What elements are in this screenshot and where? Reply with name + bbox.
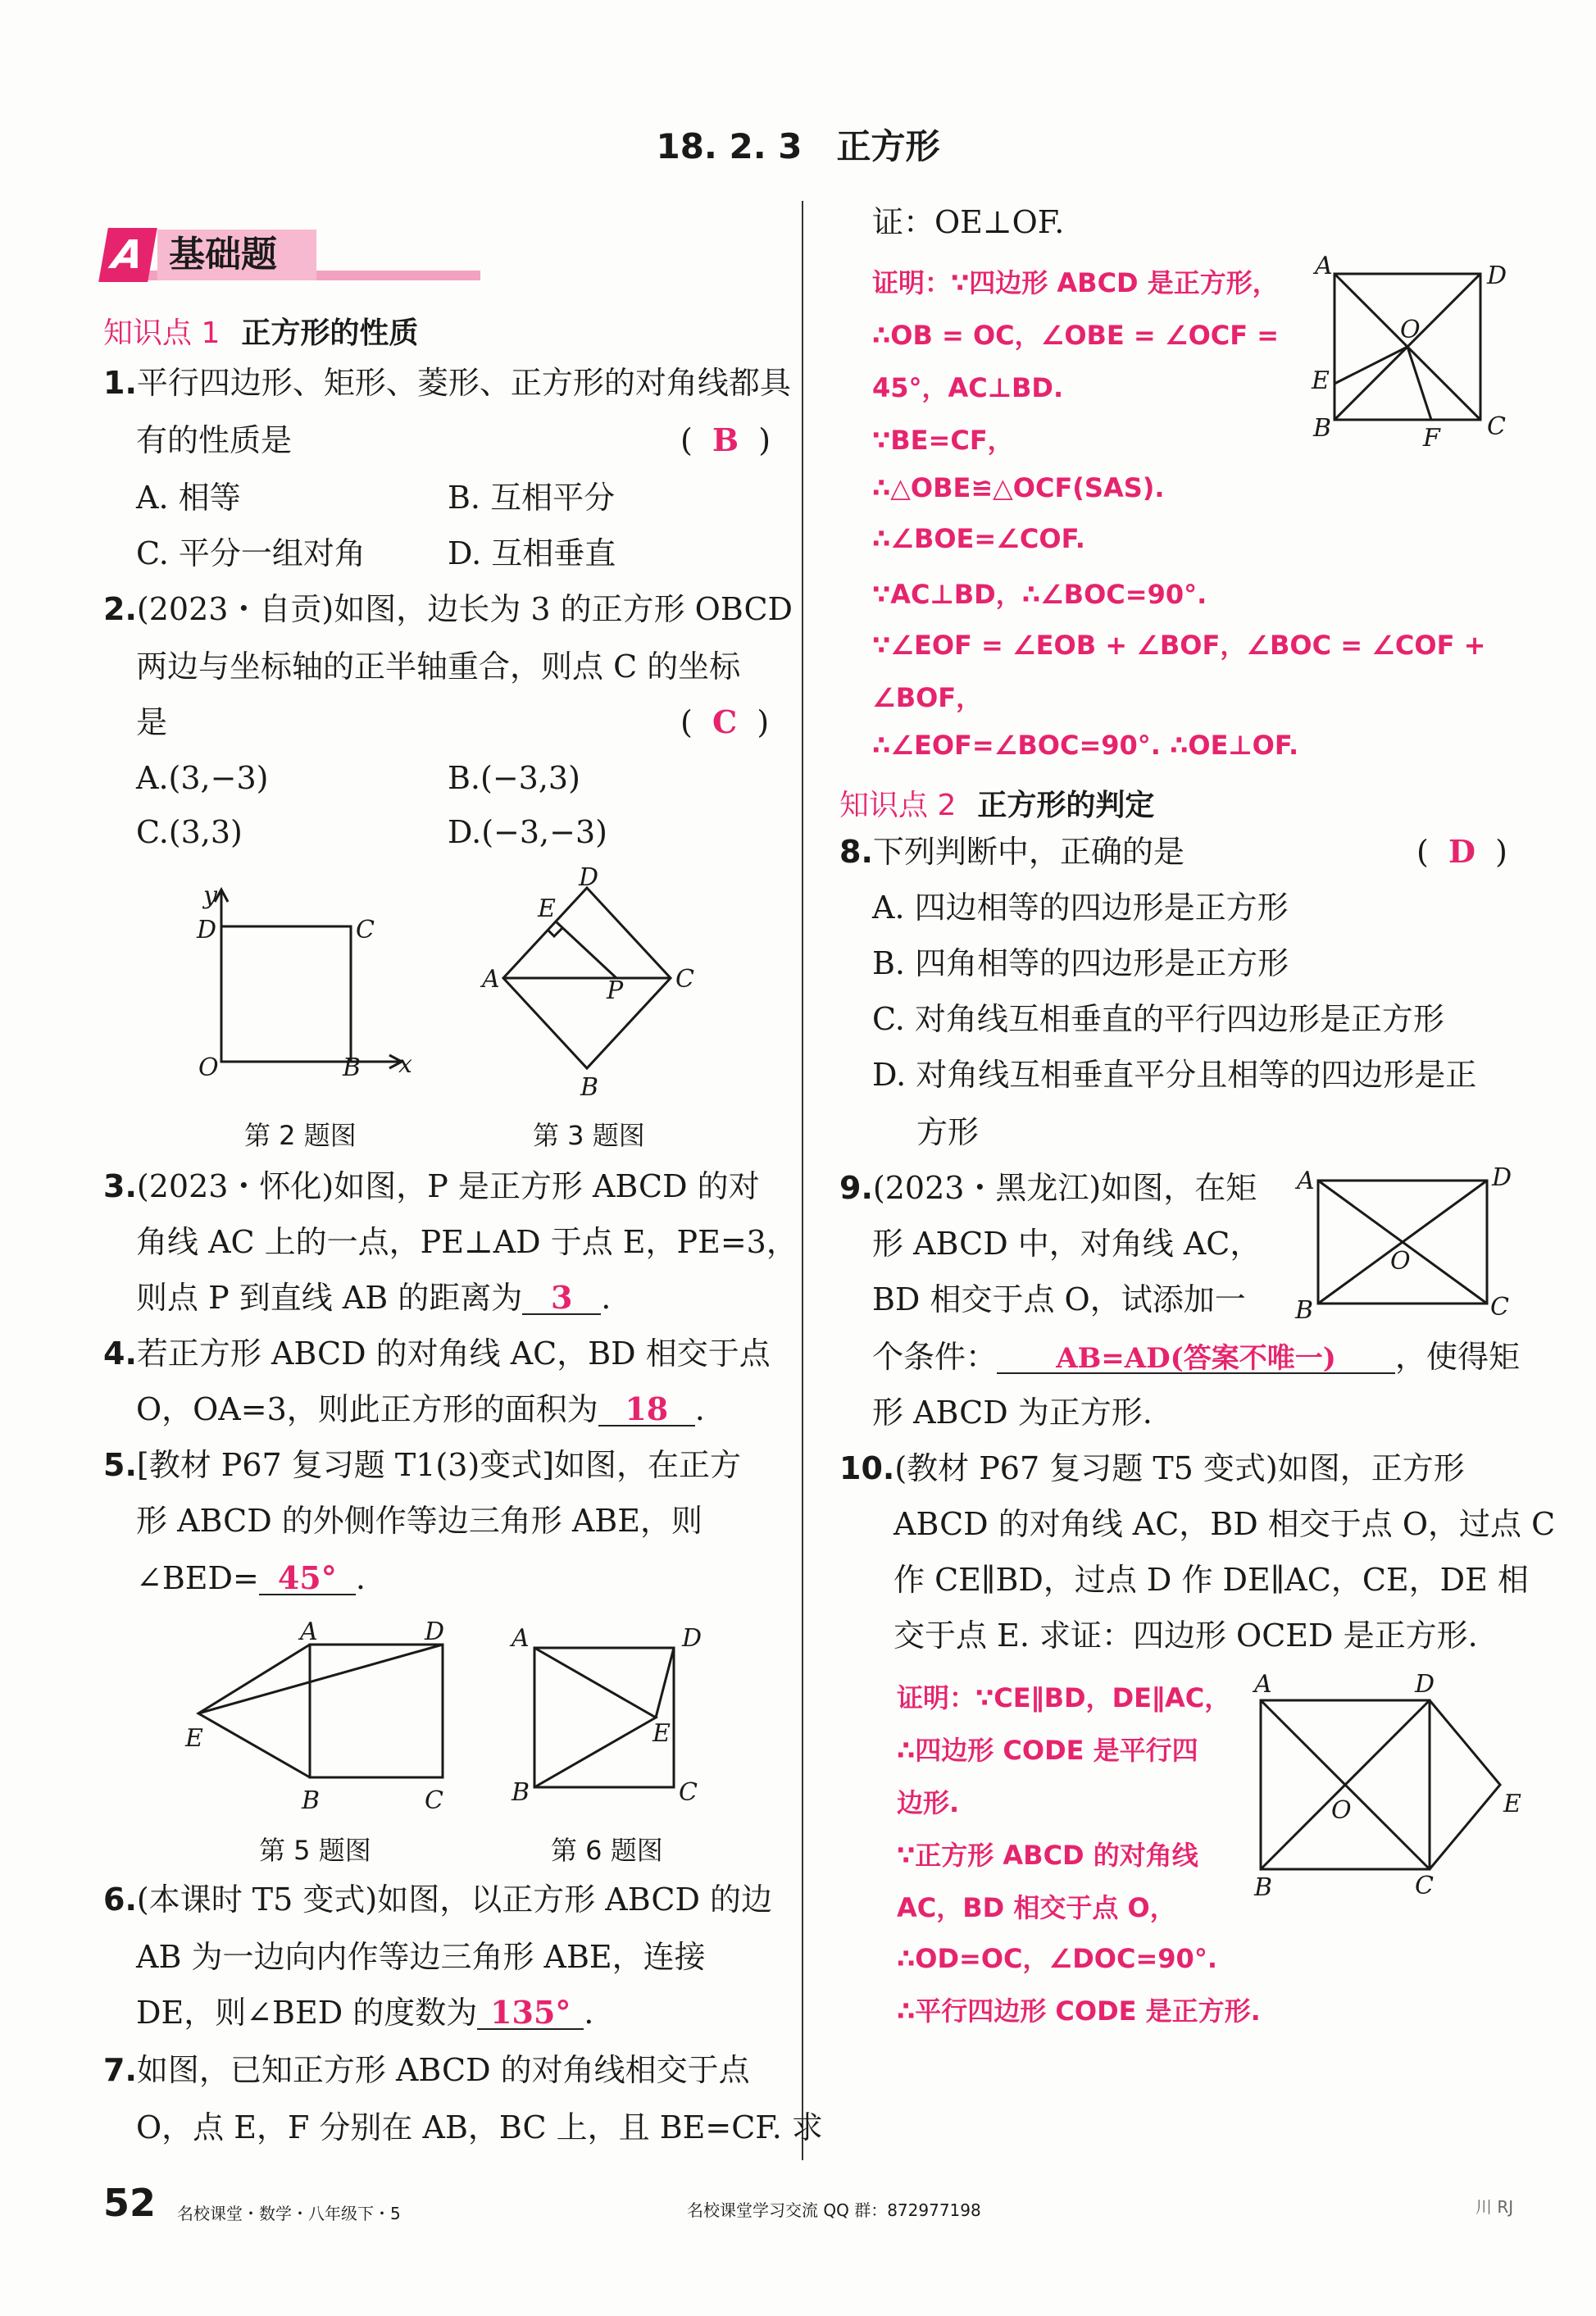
q3-line1: 3.(2023・怀化)如图，P 是正方形 ABCD 的对 <box>103 1168 760 1204</box>
fig10-triangle-ced <box>1430 1700 1500 1869</box>
fig3-label-e: E <box>538 894 556 923</box>
fig7-label-c: C <box>1487 412 1506 441</box>
q10-proof-3: 边形. <box>897 1787 960 1818</box>
q3-blank: 3 <box>522 1282 601 1315</box>
q7-proof-4: ∵BE=CF， <box>872 425 1014 456</box>
q8-option-d: D. 对角线互相垂直平分且相等的四边形是正 <box>872 1057 1477 1093</box>
fig6-label-e: E <box>652 1719 671 1748</box>
q10-line1: 10.(教材 P67 复习题 T5 变式)如图，正方形 <box>839 1450 1465 1486</box>
fig9-label-d: D <box>1492 1163 1512 1192</box>
q6-blank: 135° <box>477 1997 584 2030</box>
fig5-label-c: C <box>425 1786 443 1815</box>
fig5-label-a: A <box>300 1618 318 1646</box>
q7-proof-1: 证明：∵四边形 ABCD 是正方形， <box>872 267 1279 298</box>
fig10-label-c: C <box>1415 1872 1434 1900</box>
q9-blank: AB=AD(答案不唯一) <box>997 1345 1395 1374</box>
q10-line3: 作 CE∥BD，过点 D 作 DE∥AC，CE，DE 相 <box>893 1562 1529 1598</box>
fig6-caption: 第 6 题图 <box>551 1835 663 1866</box>
q2-option-d: D.(−3,−3) <box>448 814 607 850</box>
q8-option-d-cont: 方形 <box>916 1114 980 1150</box>
kp1-label: 知识点 1 <box>103 316 221 350</box>
q8-answer: ( D ) <box>1416 833 1507 870</box>
fig3-label-a: A <box>482 965 500 994</box>
q10-proof-7: ∴平行四边形 CODE 是正方形. <box>897 1995 1261 2027</box>
q5-line1: 5.[教材 P67 复习题 T1(3)变式]如图，在正方 <box>103 1447 742 1483</box>
kp1-title: 正方形的性质 <box>241 316 419 350</box>
q4-line1: 4.若正方形 ABCD 的对角线 AC，BD 相交于点 <box>103 1335 771 1372</box>
q5-blank: 45° <box>259 1563 356 1595</box>
fig10-label-o: O <box>1331 1796 1352 1825</box>
q1-option-d: D. 互相垂直 <box>448 535 616 571</box>
fig7-label-f: F <box>1423 424 1440 453</box>
fig2-label-o: O <box>198 1053 219 1082</box>
q2-option-a: A.(3,−3) <box>136 760 269 796</box>
fig10-label-d: D <box>1415 1670 1435 1699</box>
kp2-title: 正方形的判定 <box>977 789 1155 822</box>
fig9-label-a: A <box>1297 1167 1315 1195</box>
fig6-label-c: C <box>679 1778 698 1807</box>
q8-option-b: B. 四角相等的四边形是正方形 <box>872 945 1289 981</box>
fig3-label-p: P <box>607 976 624 1005</box>
q6-line2: AB 为一边向内作等边三角形 ABE，连接 <box>136 1939 706 1975</box>
fig7-label-e: E <box>1312 366 1330 395</box>
q6-line3: DE，则∠BED 的度数为 135° . <box>136 1994 594 2031</box>
fig5-label-d: D <box>425 1618 445 1646</box>
fig6-label-d: D <box>682 1624 703 1653</box>
q10-proof-5: AC，BD 相交于点 O， <box>897 1892 1176 1923</box>
q7-proof-6: ∴∠BOE=∠COF. <box>872 523 1085 554</box>
q9-line2: 形 ABCD 中，对角线 AC， <box>872 1226 1262 1262</box>
q2-option-c: C.(3,3) <box>136 814 243 850</box>
q7-proof-7: ∵AC⊥BD，∴∠BOC=90°. <box>872 579 1207 610</box>
fig2-label-d: D <box>197 916 217 944</box>
q7-line1: 7.如图，已知正方形 ABCD 的对角线相交于点 <box>103 2052 750 2088</box>
q8-option-c: C. 对角线互相垂直的平行四边形是正方形 <box>872 1001 1444 1037</box>
fig2-label-y: y <box>203 881 217 910</box>
fig9-label-o: O <box>1390 1247 1411 1276</box>
fig10-label-a: A <box>1254 1670 1272 1699</box>
q3-line2: 角线 AC 上的一点，PE⊥AD 于点 E，PE=3， <box>136 1224 798 1260</box>
fig9-label-b: B <box>1295 1296 1314 1325</box>
q7-proof-3: 45°，AC⊥BD. <box>872 372 1064 403</box>
q1-line2: 有的性质是 <box>136 422 293 458</box>
q9-line4: 个条件： AB=AD(答案不唯一) ，使得矩 <box>872 1339 1521 1375</box>
fig3-caption: 第 3 题图 <box>533 1120 645 1151</box>
q6-line1: 6.(本课时 T5 变式)如图，以正方形 ABCD 的边 <box>103 1881 772 1918</box>
q7-line3: 证：OE⊥OF. <box>872 204 1065 240</box>
q9-line1: 9.(2023・黑龙江)如图，在矩 <box>839 1170 1257 1206</box>
footer-edition: 川 RJ <box>1476 2197 1514 2217</box>
q1-option-c: C. 平分一组对角 <box>136 535 366 571</box>
fig10-label-b: B <box>1254 1873 1273 1902</box>
q8-option-a: A. 四边相等的四边形是正方形 <box>872 890 1289 926</box>
q10-proof-1: 证明：∵CE∥BD，DE∥AC， <box>897 1682 1231 1713</box>
fig3-label-c: C <box>675 965 694 994</box>
q3-line3: 则点 P 到直线 AB 的距离为 3 . <box>136 1279 612 1316</box>
fig2-caption: 第 2 题图 <box>244 1120 357 1151</box>
footer-qq-group: 名校课堂学习交流 QQ 群：872977198 <box>687 2200 981 2220</box>
q7-line2: O，点 E，F 分别在 AB，BC 上，且 BE=CF. 求 <box>136 2109 823 2145</box>
kp2-label: 知识点 2 <box>839 789 957 822</box>
fig5-label-e: E <box>185 1724 203 1753</box>
fig7-label-b: B <box>1313 414 1332 443</box>
q2-option-b: B.(−3,3) <box>448 760 580 796</box>
fig2-label-b: B <box>343 1053 361 1082</box>
fig7-label-o: O <box>1400 316 1421 344</box>
fig6-label-b: B <box>512 1778 530 1807</box>
q1-option-b: B. 互相平分 <box>448 480 616 516</box>
q4-blank: 18 <box>598 1394 695 1426</box>
fig7-label-d: D <box>1487 262 1507 290</box>
q2-line1: 2.(2023・自贡)如图，边长为 3 的正方形 OBCD <box>103 591 793 627</box>
q1-answer: ( B ) <box>680 421 771 458</box>
q1-option-a: A. 相等 <box>136 480 241 516</box>
fig6-label-a: A <box>512 1624 530 1653</box>
fig2-label-c: C <box>356 916 375 944</box>
page-number: 52 <box>103 2181 157 2225</box>
fig3-label-d: D <box>579 863 599 892</box>
q7-proof-9: ∠BOF， <box>872 682 983 713</box>
fig7-label-a: A <box>1315 252 1333 280</box>
q5-line3: ∠BED= 45° . <box>136 1559 366 1596</box>
fig10-label-e: E <box>1503 1790 1521 1818</box>
q5-line2: 形 ABCD 的外侧作等边三角形 ABE，则 <box>136 1503 703 1539</box>
q2-answer: ( C ) <box>680 703 770 740</box>
q2-line3: 是 <box>136 704 168 740</box>
q2-line2: 两边与坐标轴的正半轴重合，则点 C 的坐标 <box>136 648 741 685</box>
q8-line1: 8.下列判断中，正确的是 <box>839 834 1184 870</box>
badge-label: 基础题 <box>157 230 316 280</box>
q10-line2: ABCD 的对角线 AC，BD 相交于点 O，过点 C <box>893 1506 1556 1542</box>
q10-proof-6: ∴OD=OC，∠DOC=90°. <box>897 1943 1217 1974</box>
page-title: 18. 2. 3 正方形 <box>656 126 940 166</box>
q7-proof-2: ∴OB = OC，∠OBE = ∠OCF = <box>872 320 1280 351</box>
q7-proof-8: ∵∠EOF = ∠EOB + ∠BOF，∠BOC = ∠COF + <box>872 630 1486 661</box>
fig3-label-b: B <box>580 1073 599 1102</box>
q10-line4: 交于点 E. 求证：四边形 OCED 是正方形. <box>893 1618 1478 1654</box>
fig2-label-x: x <box>398 1050 412 1079</box>
fig5-label-b: B <box>302 1786 321 1815</box>
fig9-label-c: C <box>1490 1293 1509 1322</box>
q7-proof-10: ∴∠EOF=∠BOC=90°. ∴OE⊥OF. <box>872 730 1299 761</box>
q7-proof-5: ∴△OBE≌△OCF(SAS). <box>872 472 1165 503</box>
badge-letter: A <box>98 228 157 282</box>
q9-line3: BD 相交于点 O，试添加一 <box>872 1281 1246 1317</box>
q10-proof-4: ∵正方形 ABCD 的对角线 <box>897 1840 1198 1871</box>
footer-book-title: 名校课堂・数学・八年级下・5 <box>177 2204 401 2223</box>
q4-line2: O，OA=3，则此正方形的面积为 18 . <box>136 1390 705 1427</box>
q1-line1: 1.平行四边形、矩形、菱形、正方形的对角线都具 <box>103 365 791 401</box>
q10-proof-2: ∴四边形 CODE 是平行四 <box>897 1735 1198 1766</box>
q9-line5: 形 ABCD 为正方形. <box>872 1395 1153 1431</box>
fig5-caption: 第 5 题图 <box>259 1835 371 1866</box>
